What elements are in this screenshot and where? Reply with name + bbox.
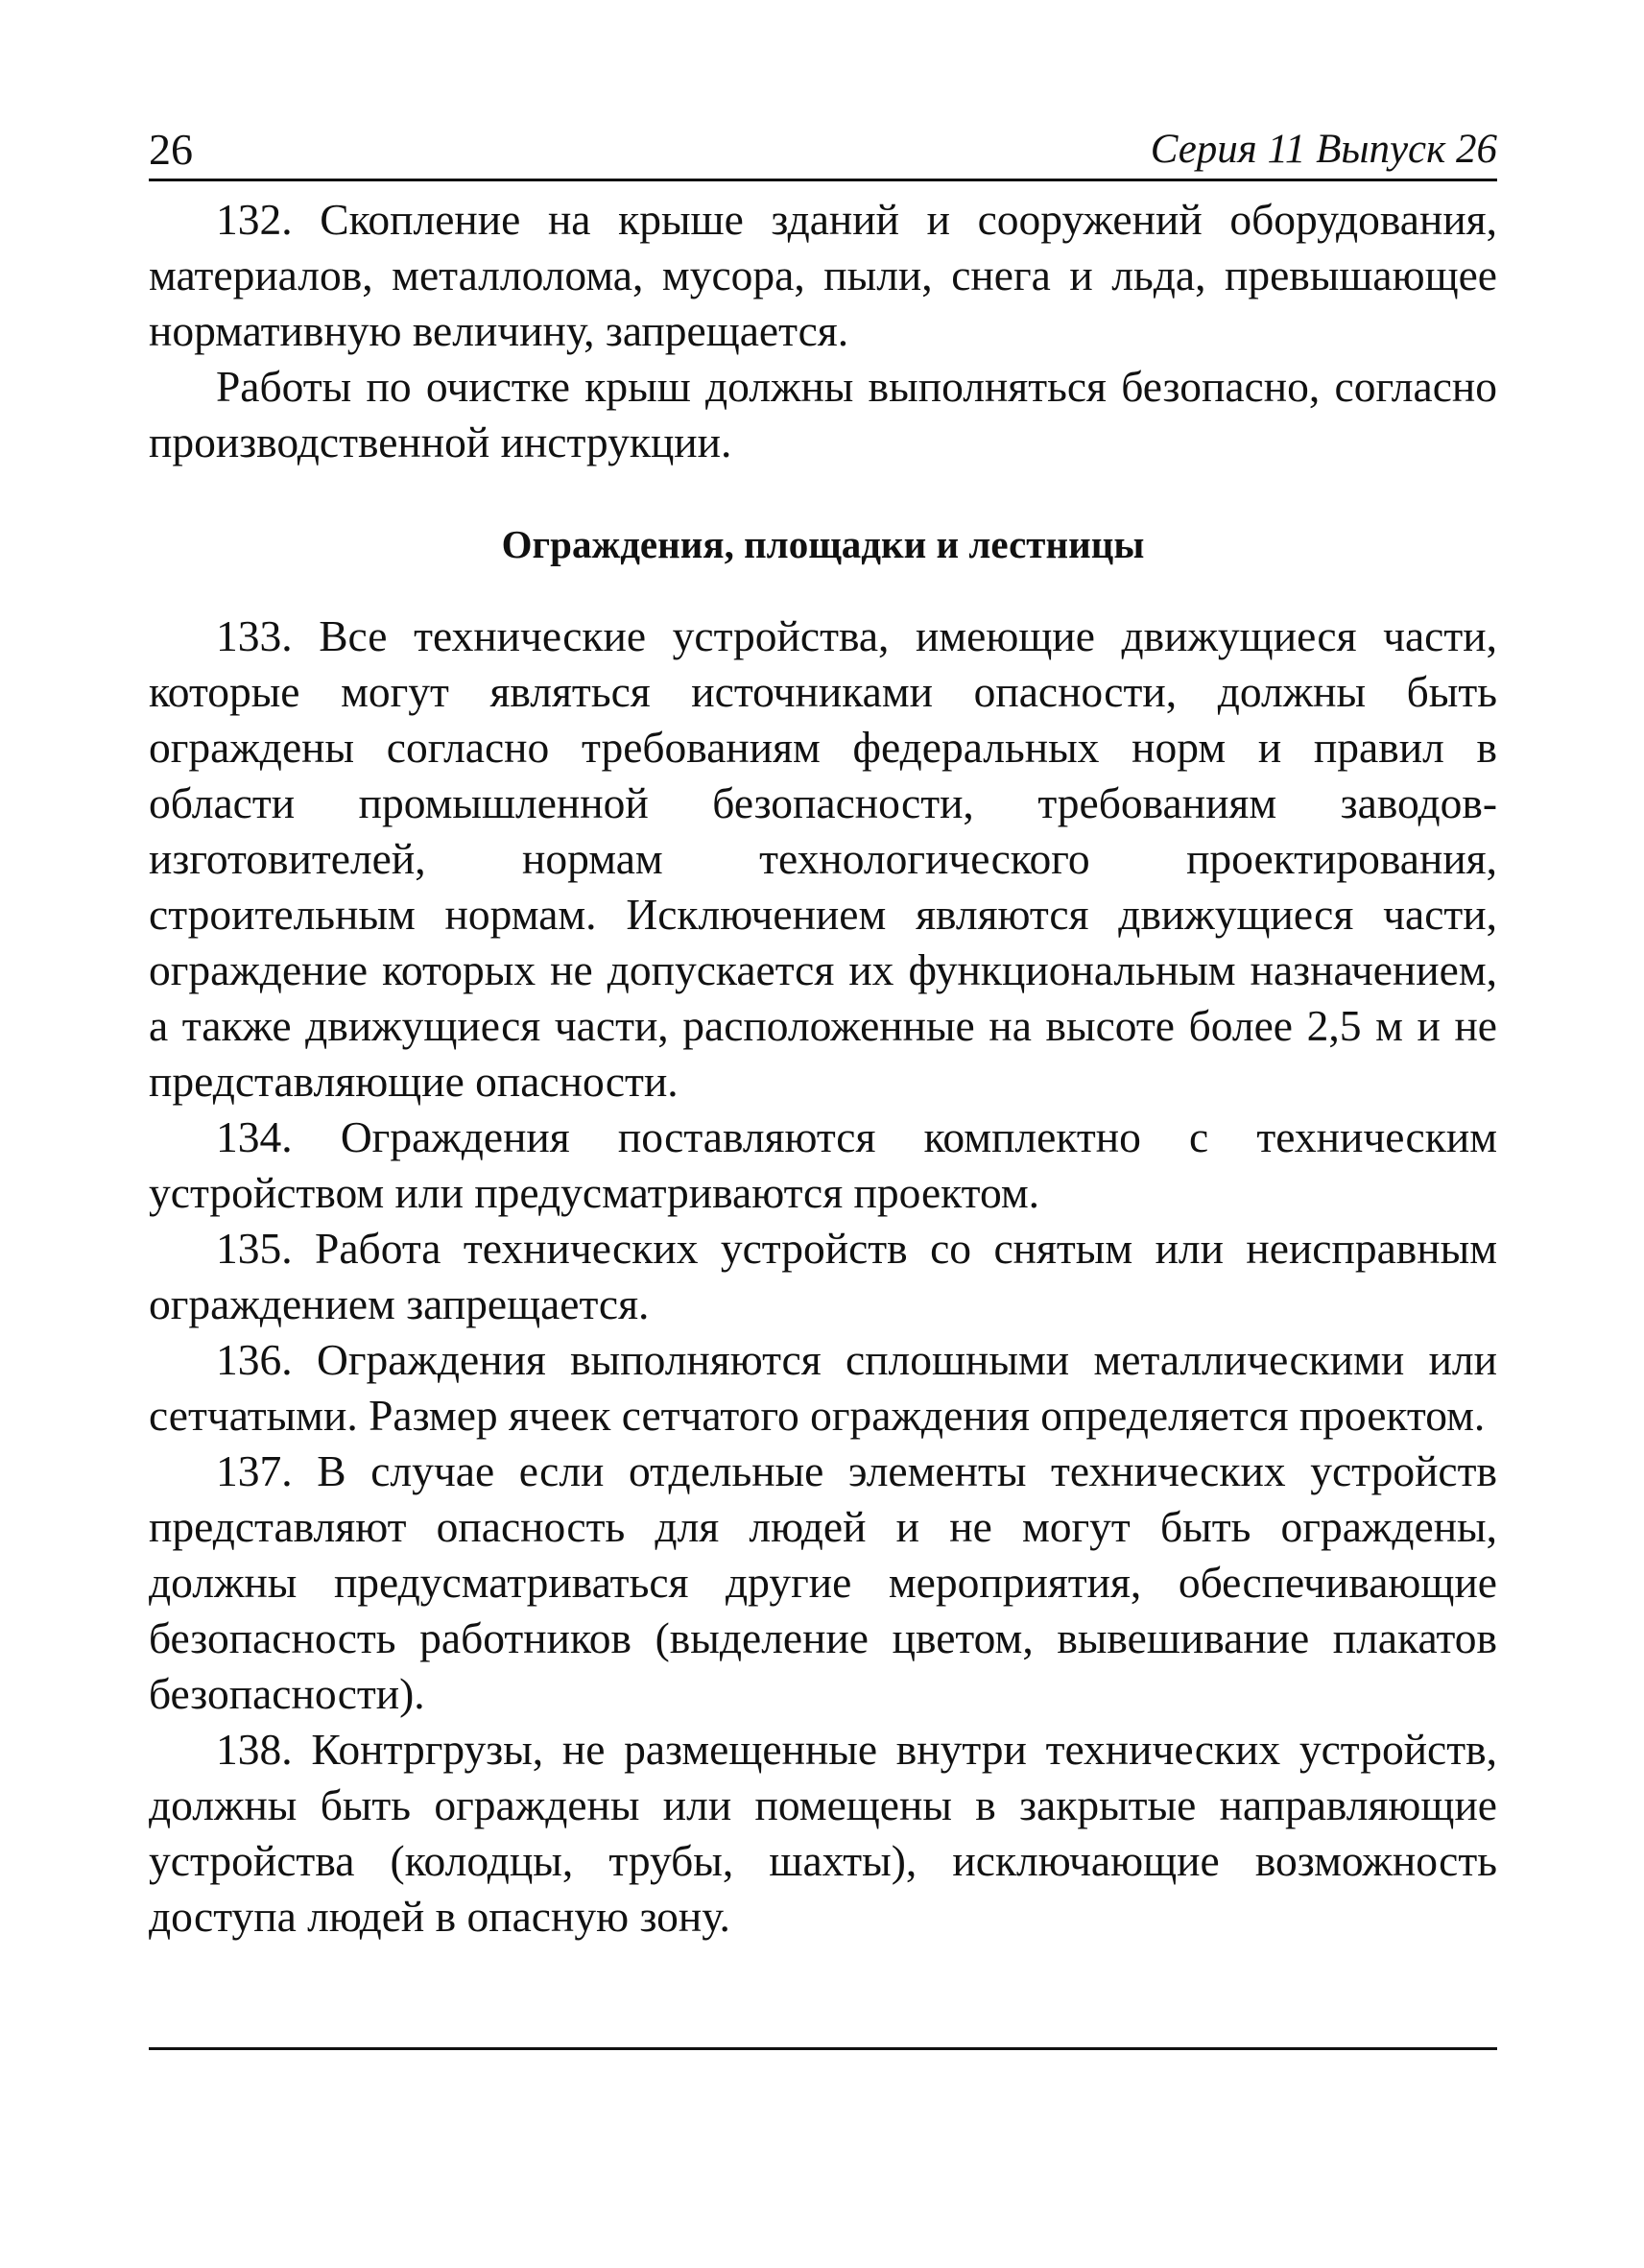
running-head: Серия 11 Выпуск 26 [1150,127,1497,172]
section-heading: Ограждения, площадки и лестницы [501,522,1145,566]
page-header [149,125,1497,175]
page-number: 26 [149,125,193,174]
paragraph-138: 138. Контргрузы, не размещенные внутри технических устройств, должны быть ограждены или помещены в закрытые направляющие устройства (колодцы, трубы, шахты), исключающие возможность доступа людей в опасную зону. [149,1725,1497,1941]
header-divider [149,179,1497,181]
paragraph-136: 136. Ограждения выполняются сплошными металлическими или сетчатыми. Размер ячеек сетчатого ограждения определяется проектом. [149,1335,1497,1440]
paragraph-roof-cleaning: Работы по очистке крыш должны выполняться безопасно, согласно производственной инструкции. [149,362,1497,466]
footer-divider [149,2047,1497,2050]
paragraph-137: 137. В случае если отдельные элементы технических устройств представляют опасность для людей и не могут быть ограждены, должны предусматриваться другие мероприятия, обеспечивающие безопасность работников (выделение цветом, вывешивание плакатов безопасности). [149,1446,1497,1718]
paragraph-134: 134. Ограждения поставляются комплектно с техническим устройством или предусматриваются проектом. [149,1112,1497,1217]
paragraph-135: 135. Работа технических устройств со снятым или неисправным ограждением запрещается. [149,1224,1497,1328]
document-body [149,192,1497,1945]
paragraph-132: 132. Скопление на крыше зданий и сооружений оборудования, материалов, металлолома, мусора, пыли, снега и льда, превышающее нормативную величину, запрещается. [149,195,1497,355]
paragraph-133: 133. Все технические устройства, имеющие движущиеся части, которые могут являться источниками опасности, должны быть ограждены согласно требованиям федеральных норм и правил в области промышленной безопасности, требованиям заводов-изготовителей, нормам технологического проектирования, строительным нормам. Исключением являются движущиеся части, ограждение которых не допускается их функциональным назначением, а также движущиеся части, расположенные на высоте более 2,5 м и не представляющие опасности. [149,611,1497,1106]
